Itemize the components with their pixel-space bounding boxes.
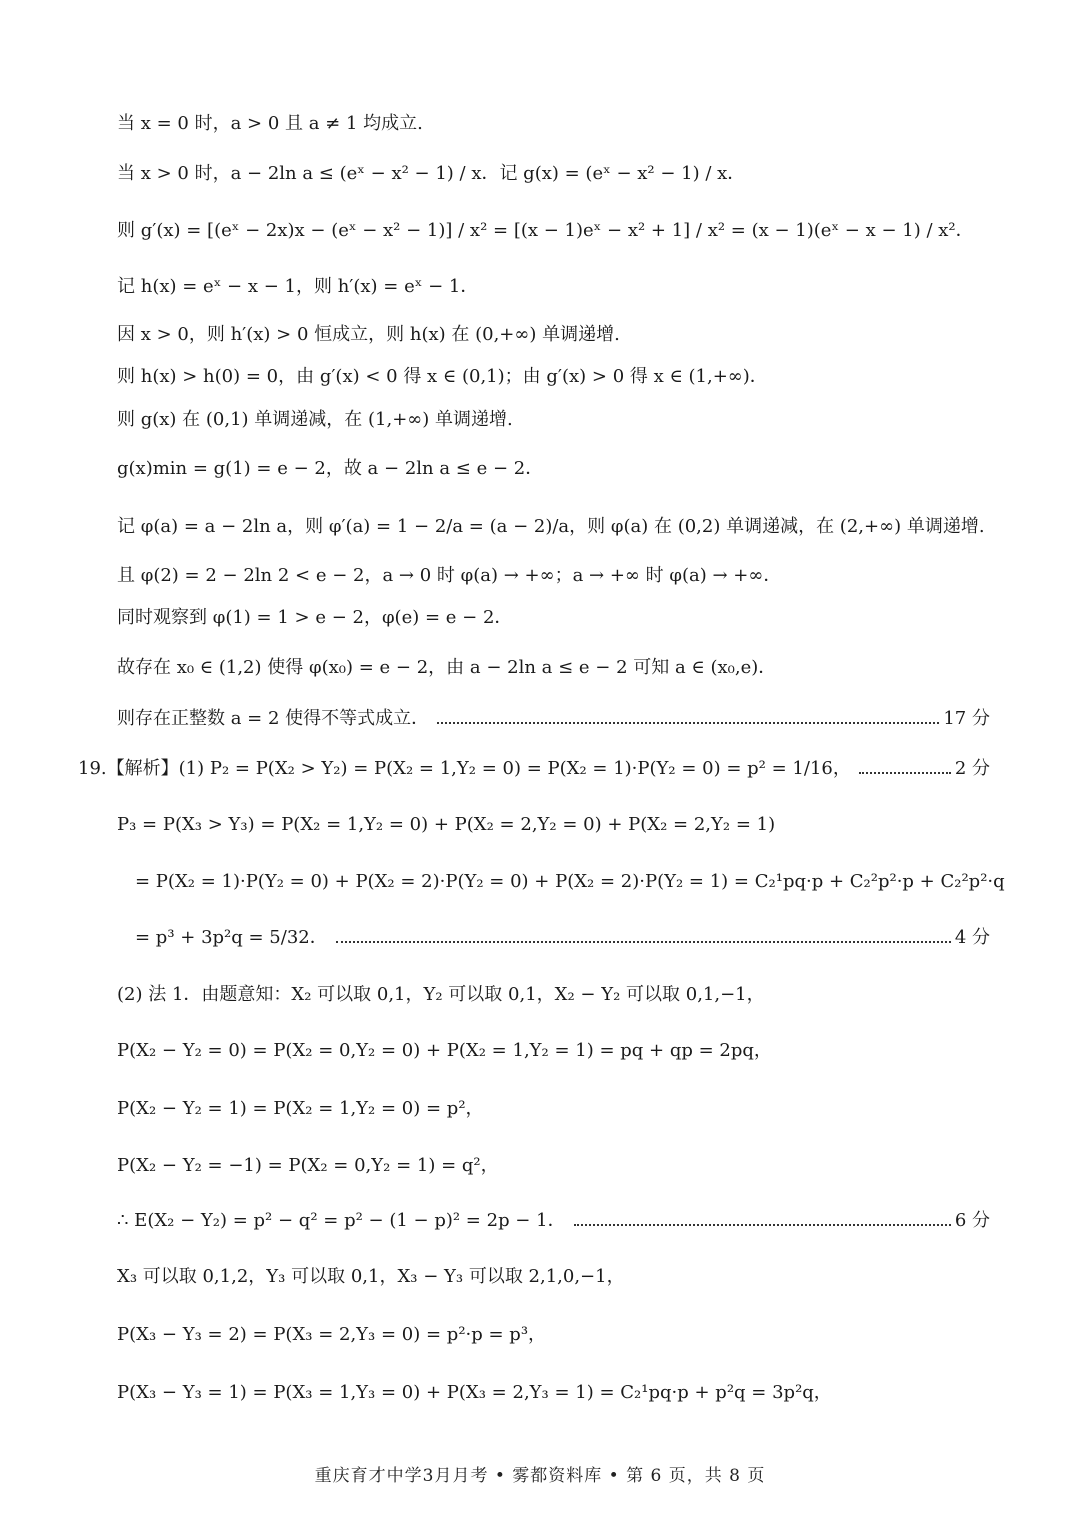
scored-line-1-text: 则存在正整数 a = 2 使得不等式成立． — [117, 708, 430, 729]
text-line-5: 因 x > 0，则 h′(x) > 0 恒成立，则 h(x) 在 (0,+∞) 单调递增. — [117, 324, 620, 345]
text-line-20: P(X₂ − Y₂ = 1) = P(X₂ = 1,Y₂ = 0) = p²， — [117, 1098, 484, 1119]
question-19-line — [78, 756, 990, 782]
score-2: 2 分 — [954, 758, 990, 779]
text-line-11: 同时观察到 φ(1) = 1 > e − 2，φ(e) = e − 2． — [117, 607, 513, 628]
text-line-18: (2) 法 1．由题意知：X₂ 可以取 0,1，Y₂ 可以取 0,1，X₂ − Y₂ 可以取 0,1,−1， — [117, 984, 765, 1005]
text-line-7: 则 g(x) 在 (0,1) 单调递减，在 (1,+∞) 单调递增. — [117, 409, 513, 430]
scored-line-6 — [117, 1208, 990, 1234]
text-line-1: 当 x = 0 时，a > 0 且 a ≠ 1 均成立. — [117, 113, 423, 134]
scored-line-1 — [117, 706, 990, 732]
text-line-21: P(X₂ − Y₂ = −1) = P(X₂ = 0,Y₂ = 1) = q²， — [117, 1155, 499, 1176]
text-line-2: 当 x > 0 时，a − 2ln a ≤ (eˣ − x² − 1) / x．记 g(x) = (eˣ − x² − 1) / x． — [117, 163, 746, 184]
text-line-23: X₃ 可以取 0,1,2，Y₃ 可以取 0,1，X₃ − Y₃ 可以取 2,1,0,−1， — [117, 1266, 625, 1287]
text-line-12: 故存在 x₀ ∈ (1,2) 使得 φ(x₀) = e − 2，由 a − 2ln a ≤ e − 2 可知 a ∈ (x₀,e)． — [117, 657, 777, 678]
dot-leader — [859, 772, 951, 774]
scored-line-4 — [135, 925, 990, 951]
page-footer: 重庆育才中学3月月考 • 雾都资料库 • 第 6 页，共 8 页 — [314, 1466, 766, 1486]
dot-leader — [574, 1224, 951, 1226]
dot-leader — [336, 941, 951, 943]
text-line-19: P(X₂ − Y₂ = 0) = P(X₂ = 0,Y₂ = 0) + P(X₂ = 1,Y₂ = 1) = pq + qp = 2pq， — [117, 1040, 772, 1061]
text-line-4: 记 h(x) = eˣ − x − 1，则 h′(x) = eˣ − 1． — [117, 276, 479, 297]
text-line-16: = P(X₂ = 1)·P(Y₂ = 0) + P(X₂ = 2)·P(Y₂ = 0) + P(X₂ = 2)·P(Y₂ = 1) = C₂¹pq·p + C₂²p²·p + C₂²p²·q — [135, 871, 1005, 892]
dot-leader — [437, 722, 939, 724]
question-19-text: 19.【解析】(1) P₂ = P(X₂ > Y₂) = P(X₂ = 1,Y₂ = 0) = P(X₂ = 1)·P(Y₂ = 0) = p² = 1/16， — [78, 758, 851, 779]
text-line-15: P₃ = P(X₃ > Y₃) = P(X₂ = 1,Y₂ = 0) + P(X₂ = 2,Y₂ = 0) + P(X₂ = 2,Y₂ = 1) — [117, 814, 776, 835]
score-6: 6 分 — [954, 1210, 990, 1231]
scored-line-4-text: = p³ + 3p²q = 5/32． — [135, 927, 328, 948]
text-line-10: 且 φ(2) = 2 − 2ln 2 < e − 2，a → 0 时 φ(a) → +∞；a → +∞ 时 φ(a) → +∞． — [117, 565, 782, 586]
text-line-25: P(X₃ − Y₃ = 1) = P(X₃ = 1,Y₃ = 0) + P(X₃ = 2,Y₃ = 1) = C₂¹pq·p + p²q = 3p²q， — [117, 1382, 832, 1403]
scored-line-6-text: ∴ E(X₂ − Y₂) = p² − q² = p² − (1 − p)² = 2p − 1． — [117, 1210, 566, 1231]
text-line-24: P(X₃ − Y₃ = 2) = P(X₃ = 2,Y₃ = 0) = p²·p = p³， — [117, 1324, 547, 1345]
text-line-8: g(x)min = g(1) = e − 2，故 a − 2ln a ≤ e − 2． — [117, 458, 544, 479]
score-4: 4 分 — [954, 927, 990, 948]
score-17: 17 分 — [943, 708, 990, 729]
text-line-9: 记 φ(a) = a − 2ln a，则 φ′(a) = 1 − 2/a = (a − 2)/a，则 φ(a) 在 (0,2) 单调递减，在 (2,+∞) 单调递增. — [117, 516, 985, 537]
text-line-3: 则 g′(x) = [(eˣ − 2x)x − (eˣ − x² − 1)] / x² = [(x − 1)eˣ − x² + 1] / x² = (x − 1)(eˣ − x − 1) / x²． — [117, 220, 974, 241]
text-line-6: 则 h(x) > h(0) = 0，由 g′(x) < 0 得 x ∈ (0,1)；由 g′(x) > 0 得 x ∈ (1,+∞)． — [117, 366, 768, 387]
